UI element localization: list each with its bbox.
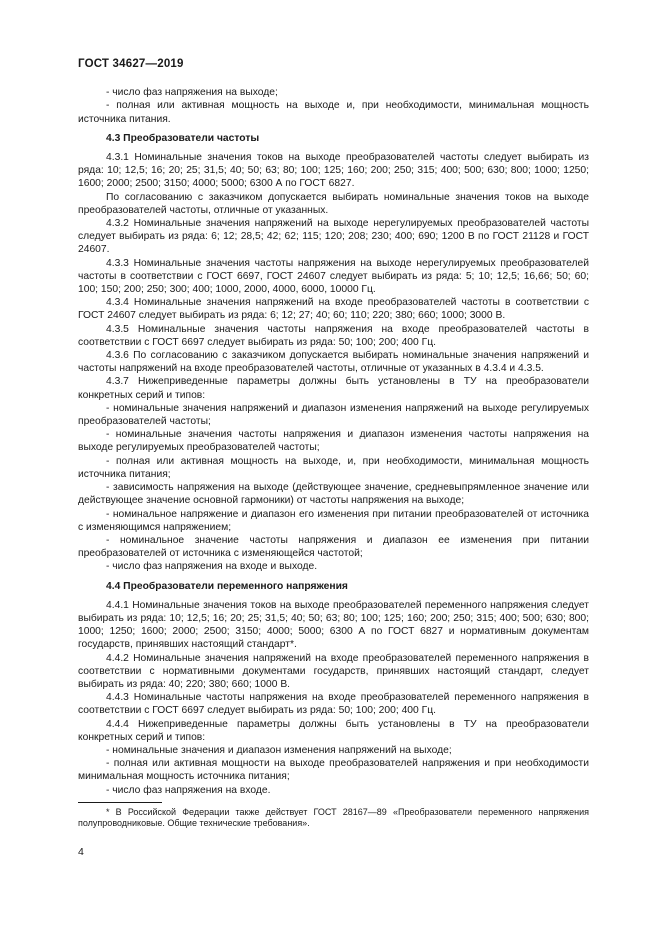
- page-number: 4: [78, 846, 84, 858]
- document-header: ГОСТ 34627—2019: [78, 58, 184, 70]
- list-item: - полная или активная мощности на выходе преобразователей напряжения и при необходимости минимальная мощность источника питания;: [78, 758, 589, 783]
- paragraph-4-4-1: 4.4.1 Номинальные значения токов на выходе преобразователей переменного напряжения следует выбирать из ряда: 10; 12,5; 16; 20; 25; 31,5; 40; 50; 63; 80; 100; 125; 160; 200; 250; 315; 400; 500; 630; 800; 1000; 1250; 1600; 2000; 2500; 3150; 4000; 5000; 6300 А по ГОСТ 6827 и нормативным документам государств, принявших настоящий стандарт*.: [78, 599, 589, 651]
- list-item: - номинальное значение частоты напряжения и диапазон ее изменения при питании преобразователей от источника с изменяющейся частотой;: [78, 534, 589, 560]
- paragraph-4-3-6: 4.3.6 По согласованию с заказчиком допускается выбирать номинальные значения напряжений и частоты напряжений на входе преобразователей частоты, отличные от указанных в 4.3.4 и 4.3.5.: [78, 350, 589, 375]
- paragraph-4-4-4: 4.4.4 Нижеприведенные параметры должны быть установлены в ТУ на преобразователи конкретных серий и типов:: [78, 718, 589, 743]
- list-item: - число фаз напряжения на выходе;: [106, 87, 278, 99]
- footnote-divider: [78, 802, 162, 803]
- paragraph-4-3-3: 4.3.3 Номинальные значения частоты напряжения на выходе нерегулируемых преобразователей частоты в соответствии с ГОСТ 6697, ГОСТ 24607 следует выбирать из ряда: 5; 10; 12,5; 16,66; 50; 60; 100; 150; 200; 250; 300; 400; 1000, 2000, 4000, 6000, 10000 Гц.: [78, 257, 589, 296]
- paragraph-4-3-4: 4.3.4 Номинальные значения напряжений на входе преобразователей частоты в соответствии с ГОСТ 24607 следует выбирать из ряда: 6; 12; 27; 40; 60; 110; 220; 380; 660; 1000; 3000 В.: [78, 297, 589, 322]
- list-item: - полная или активная мощность на выходе, и, при необходимости, минимальная мощность источника питания;: [78, 455, 589, 480]
- paragraph-4-3-5: 4.3.5 Номинальные значения частоты напряжения на входе преобразователей частоты в соответствии с ГОСТ 6697 следует выбирать из ряда: 50; 100; 200; 400 Гц.: [78, 323, 589, 348]
- list-item: - число фаз напряжения на входе и выходе.: [106, 561, 318, 573]
- paragraph-4-4-2: 4.4.2 Номинальные значения напряжений на входе преобразователей переменного напряжения в соответствии с нормативными документами государств, принявших настоящий стандарт, следует выбирать из ряда: 40; 220; 380; 660; 1000 В.: [78, 652, 589, 690]
- paragraph: По согласованию с заказчиком допускается выбирать номинальные значения токов на выходе преобразователей частоты, отличные от указанных.: [78, 191, 589, 216]
- section-heading-4-4: 4.4 Преобразователи переменного напряжения: [106, 580, 348, 592]
- list-item: - полная или активная мощность на выходе и, при необходимости, минимальная мощность источника питания.: [78, 100, 589, 125]
- section-heading-4-3: 4.3 Преобразователи частоты: [106, 132, 260, 144]
- list-item: - номинальные значения частоты напряжения и диапазон изменения частоты напряжения на выходе регулируемых преобразователей частоты;: [78, 429, 589, 454]
- paragraph-4-3-2: 4.3.2 Номинальные значения напряжений на выходе нерегулируемых преобразователей частоты следует выбирать из ряда: 6; 12; 28,5; 42; 62; 115; 120; 208; 230; 400; 690; 1200 В по ГОСТ 21128 и ГОСТ 24607.: [78, 218, 589, 256]
- list-item: - номинальные значения и диапазон изменения напряжений на выходе;: [106, 744, 452, 756]
- document-body: [78, 86, 589, 829]
- list-item: - номинальное напряжение и диапазон его изменения при питании преобразователей от источника с изменяющимся напряжением;: [78, 508, 589, 533]
- list-item: - номинальные значения напряжений и диапазон изменения напряжений на выходе регулируемых преобразователей частоты;: [78, 402, 589, 428]
- paragraph-4-4-3: 4.4.3 Номинальные частоты напряжения на входе преобразователей переменного напряжения в соответствии с ГОСТ 6697 следует выбирать из ряда: 50; 100; 200; 400 Гц.: [78, 692, 589, 717]
- list-item: - зависимость напряжения на выходе (действующее значение, средневыпрямленное значение или действующее значение основной гармоники) от частоты напряжения на выходе;: [78, 482, 589, 507]
- paragraph-4-3-7: 4.3.7 Нижеприведенные параметры должны быть установлены в ТУ на преобразователи конкретных серий и типов:: [78, 376, 589, 401]
- paragraph-4-3-1: 4.3.1 Номинальные значения токов на выходе преобразователей частоты следует выбирать из ряда: 10; 12,5; 16; 20; 25; 31,5; 40; 50; 63; 80; 100; 125; 160; 200; 250; 315; 400; 500; 630; 800; 1000; 1250; 1600; 2000; 2500; 3150; 4000; 5000; 6300 А по ГОСТ 6827.: [78, 152, 589, 190]
- list-item: - число фаз напряжения на входе.: [106, 784, 271, 796]
- footnote: * В Российской Федерации также действует ГОСТ 28167—89 «Преобразователи переменного напряжения полупроводниковые. Общие технические требования».: [78, 806, 589, 829]
